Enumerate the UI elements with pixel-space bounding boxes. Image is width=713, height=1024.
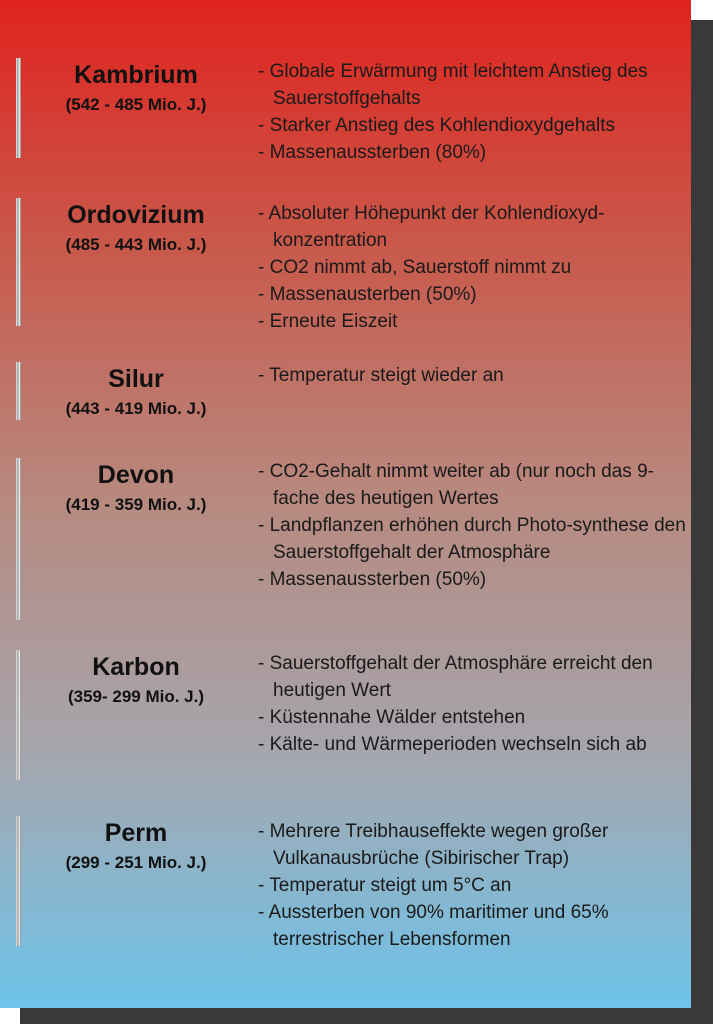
period-range: (485 - 443 Mio. J.)	[65, 235, 207, 254]
fact-item: - Temperatur steigt um 5°C an	[258, 875, 512, 896]
fact-item: - Massenaussterben (50%)	[258, 569, 487, 590]
fact-item: - Sauerstoffgehalt der Atmosphäre erreicht den heutigen Wert	[258, 653, 653, 701]
period-range: (542 - 485 Mio. J.)	[65, 95, 207, 114]
fact-item: - Massenaussterben (80%)	[258, 142, 487, 163]
fact-item: - Temperatur steigt wieder an	[258, 365, 504, 386]
period-name: Ordovizium	[67, 201, 205, 229]
fact-item: - Küstennahe Wälder entstehen	[258, 707, 526, 728]
period-range: (443 - 419 Mio. J.)	[65, 399, 207, 418]
fact-item: - Erneute Eiszeit	[258, 311, 398, 332]
period-facts	[258, 818, 692, 953]
period-facts	[258, 362, 692, 389]
fact-item: - Globale Erwärmung mit leichtem Anstieg des Sauerstoffgehalts	[258, 61, 648, 109]
period-name: Silur	[108, 365, 164, 393]
fact-item: - Landpflanzen erhöhen durch Photo-synthese den Sauerstoffgehalt der Atmosphäre	[258, 515, 686, 563]
period-range: (359- 299 Mio. J.)	[67, 687, 205, 706]
fact-item: - Mehrere Treibhauseffekte wegen großer Vulkanausbrüche (Sibirischer Trap)	[258, 821, 609, 869]
fact-item: - Kälte- und Wärmeperioden wechseln sich ab	[258, 734, 647, 755]
section-marker	[16, 458, 21, 620]
period-facts	[258, 200, 692, 335]
period-range: (299 - 251 Mio. J.)	[65, 853, 207, 872]
fact-item: - CO2 nimmt ab, Sauerstoff nimmt zu	[258, 257, 572, 278]
period-name: Perm	[104, 819, 168, 847]
section-marker	[16, 650, 21, 780]
period-facts	[258, 458, 692, 593]
section-marker	[16, 58, 21, 158]
fact-item: - Absoluter Höhepunkt der Kohlendioxyd-konzentration	[258, 203, 605, 251]
fact-item: - CO2-Gehalt nimmt weiter ab (nur noch das 9-fache des heutigen Wertes	[258, 461, 654, 509]
fact-item: - Starker Anstieg des Kohlendioxydgehalts	[258, 115, 615, 136]
section-marker	[16, 198, 21, 326]
period-facts	[258, 58, 692, 166]
fact-item: - Massenausterben (50%)	[258, 284, 477, 305]
fact-item: - Aussterben von 90% maritimer und 65% terrestrischer Lebensformen	[258, 902, 609, 950]
section-marker	[16, 362, 21, 420]
period-name: Kambrium	[74, 61, 198, 89]
period-name: Karbon	[92, 653, 180, 681]
period-facts	[258, 650, 692, 758]
period-name: Devon	[97, 461, 175, 489]
period-range: (419 - 359 Mio. J.)	[65, 495, 207, 514]
section-marker	[16, 816, 21, 946]
